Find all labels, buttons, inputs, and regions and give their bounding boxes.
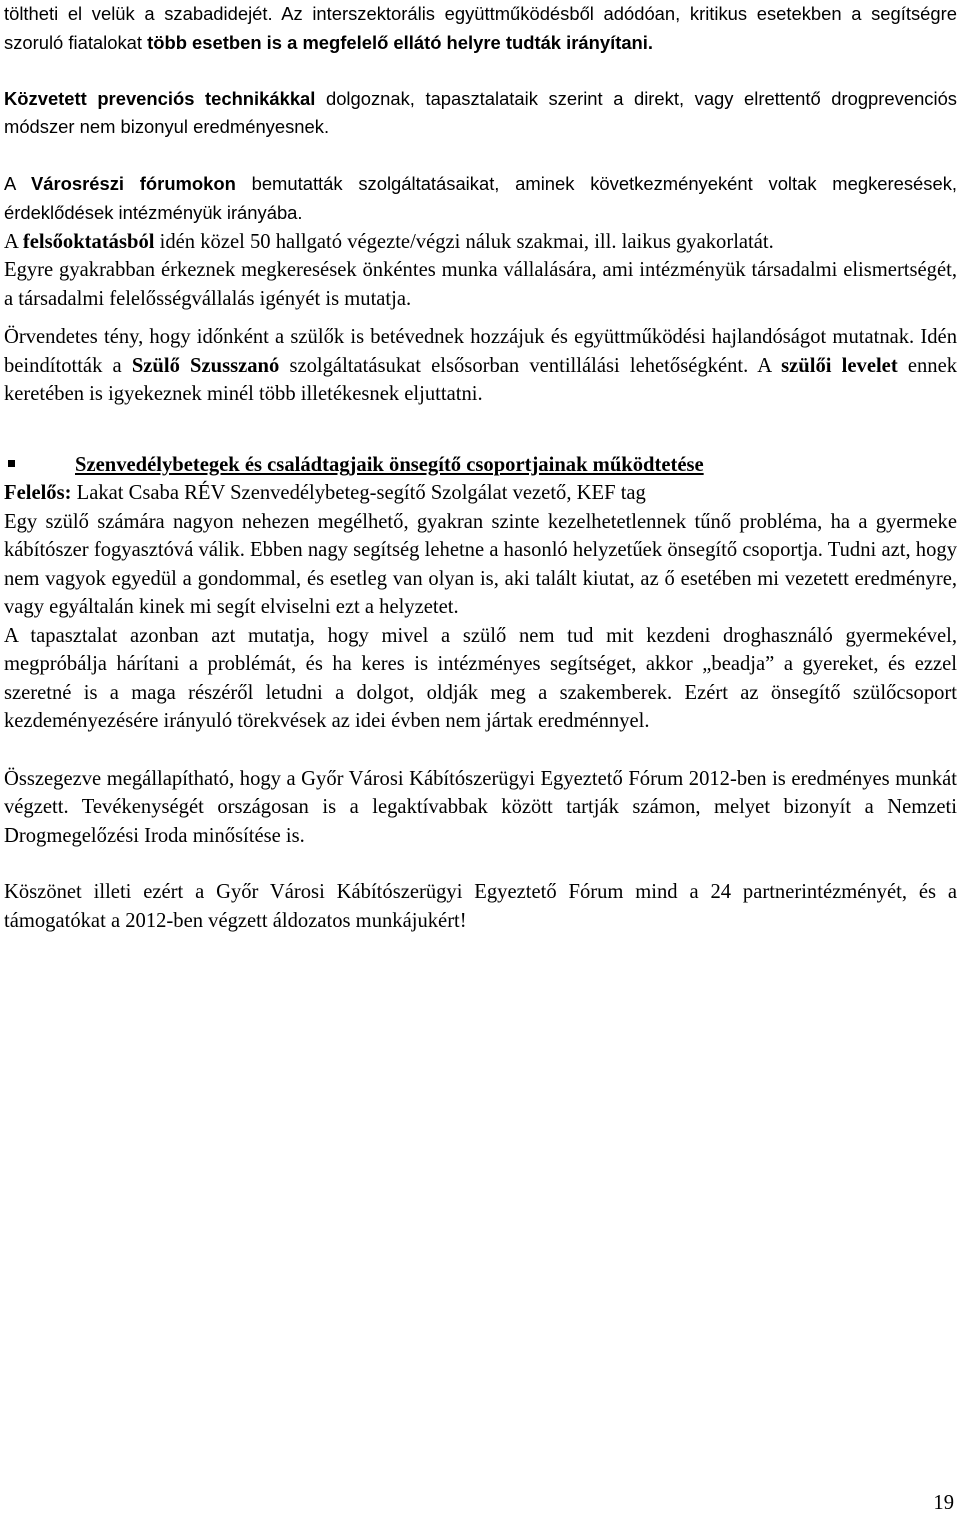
bold-text: több esetben is a megfelelő ellátó helyre tudták irányítani. — [147, 31, 654, 53]
text: Összegezve megállapítható, hogy a Győr Városi Kábítószerügyi Egyeztető Fórum 2012-ben is eredményes munkát végzett. Tevékenységét országosan is a legaktívabbak között tartják számon, melyet bizonyít a Nemzeti Drogmegelőzési Iroda minősítése is. — [4, 767, 957, 847]
text: A tapasztalat azonban azt mutatja, hogy mivel a szülő nem tud mit kezdeni droghasználó gyermekével, megpróbálja hárítani a problémát, és ha keres is intézményes segítséget, akkor „beadja” a gyereket, és ezzel szeretné is a maga részéről letudni a dolgot, oldják meg a szakemberek. Ezért az önsegítő szülőcsoport kezdeményezésére irányuló törekvések az idei évben nem jártak eredménnyel. — [4, 624, 957, 733]
document-page — [4, 0, 957, 935]
paragraph-intersectoral — [4, 0, 957, 58]
text: Örvendetes tény, hogy időnként a szülők is betévednek hozzájuk és együttműködési hajlandóságot mutatnak. Idén beindították a — [4, 326, 957, 377]
text: idén közel 50 hallgató végezte/végzi náluk szakmai, ill. laikus gyakorlatát. — [154, 230, 774, 253]
paragraph-volunteer-work — [4, 256, 957, 313]
text: Egy szülő számára nagyon nehezen megélhető, gyakran szinte kezelhetetlennek tűnő probléma, ha a gyermeke kábítószer fogyasztóvá válik. Ebben nagy segítség lehetne a hasonló helyzetűek önsegítő csoportja. Tudni azt, hogy nem vagyok egyedül a gondommal, és esetleg van olyan is, aki talált kiutat, az ő esetében mi vezetett eredményre, vagy egyáltalán kinek mi segít elviselni ezt a helyzetet. — [4, 510, 957, 619]
text: bemutatták szolgáltatásaikat, aminek következményeként voltak megkeresések, érdeklődések intézményük irányába. — [4, 173, 957, 223]
text: Egyre gyakrabban érkeznek megkeresések önkéntes munka vállalására, ami intézményük társadalmi elismertségét, a társadalmi felelősségvállalás igényét is mutatja. — [4, 259, 957, 310]
text: Lakat Csaba RÉV Szenvedélybeteg-segítő Szolgálat vezető, KEF tag — [71, 482, 646, 505]
paragraph-indirect-prevention — [4, 85, 957, 143]
square-bullet-icon — [8, 460, 15, 467]
text: töltheti el velük a szabadidejét. Az interszektorális együttműködésből adódóan, kritikus esetekben a segítségre szoruló fiatalokat — [4, 3, 957, 53]
paragraph-thanks — [4, 878, 957, 935]
paragraph-parents — [4, 323, 957, 409]
bold-text: Közvetett prevenciós technikákkal — [4, 87, 316, 109]
bold-text: szülői levelet — [781, 354, 898, 377]
paragraph-summary — [4, 765, 957, 851]
responsible-label: Felelős: — [4, 482, 72, 505]
text: dolgoznak, tapasztalataik szerint a direkt, vagy elrettentő drogprevenciós módszer nem bizonyul eredményesnek. — [4, 87, 957, 138]
paragraph-higher-education — [4, 228, 957, 257]
page-number: 19 — [933, 1492, 954, 1514]
section-heading-text: Szenvedélybetegek és családtagjaik önsegítő csoportjainak működtetése — [75, 453, 704, 476]
paragraph-responsible — [4, 479, 957, 508]
bold-text: Szülő Szusszanó — [131, 354, 280, 377]
paragraph-experience — [4, 622, 957, 736]
text: A — [4, 173, 32, 195]
text: A — [4, 230, 23, 253]
bold-text: felsőoktatásból — [22, 230, 155, 253]
paragraph-district-forums — [4, 170, 957, 228]
text: Köszönet illeti ezért a Győr Városi Kábítószerügyi Egyeztető Fórum mind a 24 partnerintézményét, és a támogatókat a 2012-ben végzett áldozatos munkájukért! — [4, 881, 957, 932]
bold-text: Városrészi fórumokon — [31, 173, 236, 195]
section-heading — [4, 451, 957, 480]
paragraph-parent-problem — [4, 508, 957, 622]
text: ennek keretében is igyekeznek minél több illetékesnek eljuttatni. — [4, 354, 958, 406]
text: szolgáltatásukat elsősorban ventillálási lehetőségként. A — [279, 354, 782, 377]
